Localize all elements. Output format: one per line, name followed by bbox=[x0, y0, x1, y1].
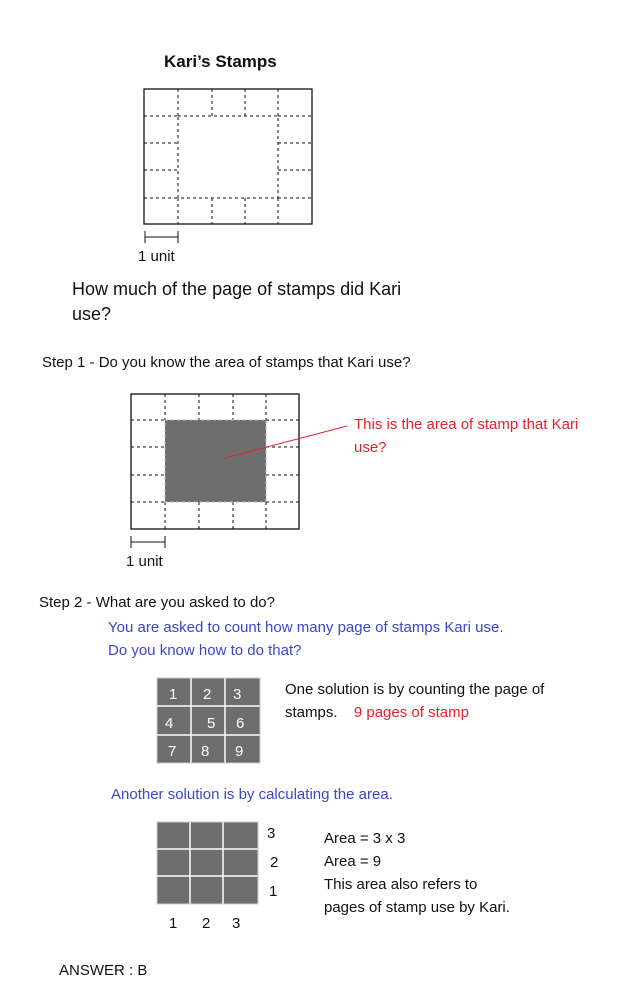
numbered-stamp-grid bbox=[157, 678, 260, 763]
diagram-title: Kari’s Stamps bbox=[164, 52, 277, 71]
grid-number-6: 6 bbox=[236, 715, 245, 732]
grid-number-9: 9 bbox=[235, 743, 244, 760]
col-label-1: 1 bbox=[169, 915, 178, 932]
solution1-description: One solution is by counting the page of stamps. bbox=[285, 681, 545, 721]
unit-label-2: 1 unit bbox=[126, 553, 163, 570]
answer-text: ANSWER : B bbox=[59, 962, 148, 979]
row-label-2: 2 bbox=[270, 854, 279, 871]
area-note: This area also refers to pages of stamp use by Kari. bbox=[324, 876, 510, 916]
col-label-3: 3 bbox=[232, 915, 241, 932]
used-area-fill bbox=[165, 420, 266, 502]
grid-number-5: 5 bbox=[207, 715, 216, 732]
step2-line2: Do you know how to do that? bbox=[108, 642, 302, 659]
step1-callout: This is the area of stamp that Kari use? bbox=[354, 416, 579, 456]
stamp-page-outline bbox=[144, 89, 312, 224]
question-text: How much of the page of stamps did Kari use? bbox=[72, 279, 402, 324]
row-label-3: 3 bbox=[267, 825, 276, 842]
grid-number-8: 8 bbox=[201, 743, 210, 760]
col-label-2: 2 bbox=[202, 915, 211, 932]
unit-scale-bar bbox=[145, 231, 178, 243]
step2-label: Step 2 - What are you asked to do? bbox=[39, 594, 275, 611]
row-label-1: 1 bbox=[269, 883, 278, 900]
solution1-answer: 9 pages of stamp bbox=[353, 704, 469, 721]
solution1-text bbox=[285, 678, 545, 724]
grid-number-3: 3 bbox=[233, 686, 242, 703]
solution2-heading: Another solution is by calculating the area. bbox=[111, 786, 393, 803]
unit-scale-bar-2 bbox=[131, 536, 165, 548]
area-line2: Area = 9 bbox=[324, 853, 382, 870]
grid-number-2: 2 bbox=[203, 686, 212, 703]
grid-number-1: 1 bbox=[169, 686, 178, 703]
step1-label: Step 1 - Do you know the area of stamps that Kari use? bbox=[42, 354, 411, 371]
unit-label: 1 unit bbox=[138, 248, 175, 265]
area-stamp-grid bbox=[157, 822, 278, 932]
area-line1: Area = 3 x 3 bbox=[324, 830, 406, 847]
step2-line1: You are asked to count how many page of stamps Kari use. bbox=[108, 619, 504, 636]
grid-number-4: 4 bbox=[165, 715, 174, 732]
grid-number-7: 7 bbox=[168, 743, 177, 760]
